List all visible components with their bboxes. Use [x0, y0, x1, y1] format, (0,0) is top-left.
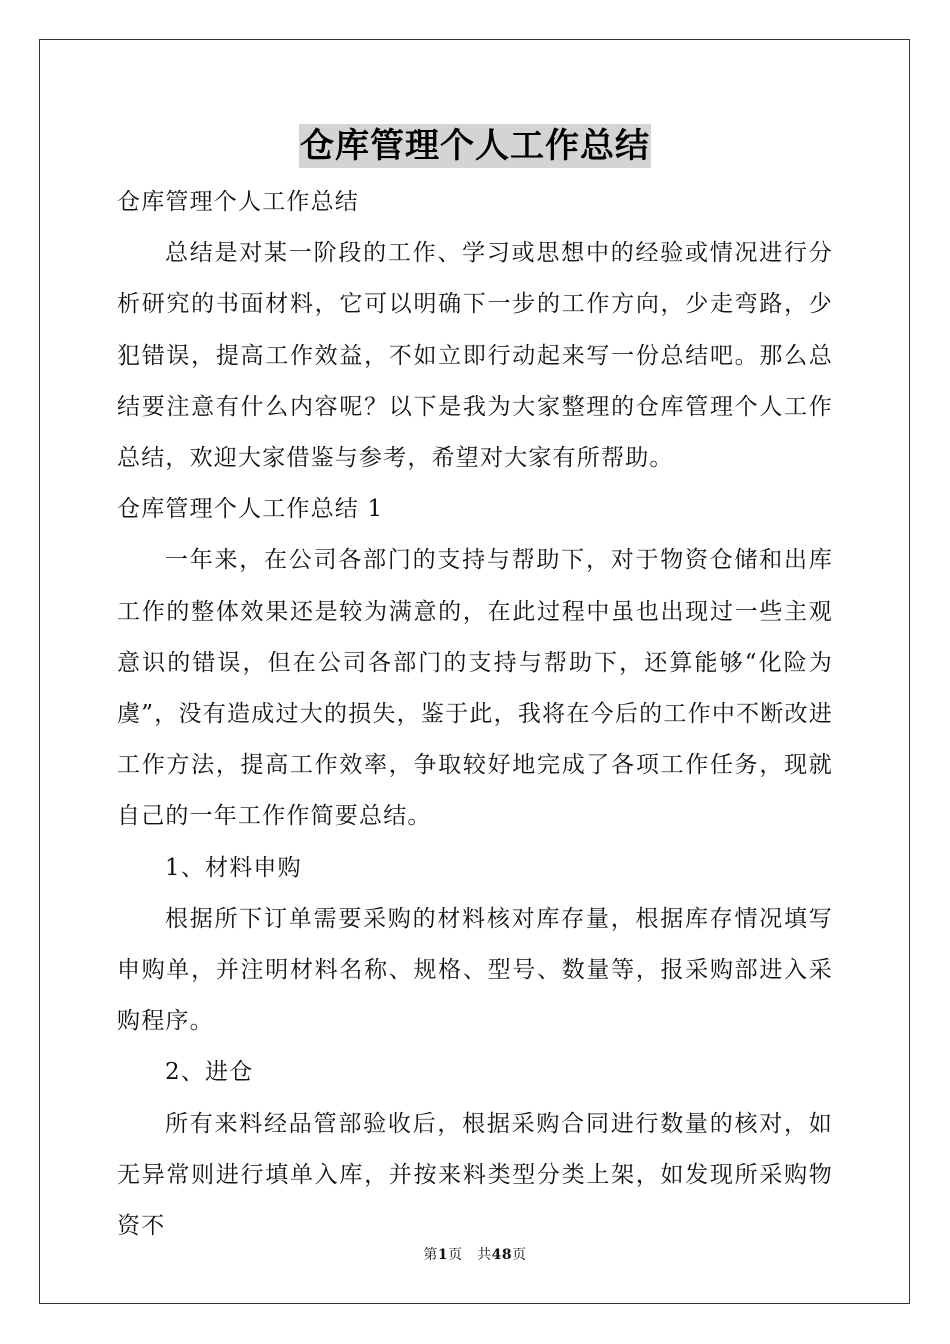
- page-total: 48: [491, 1247, 513, 1263]
- title-block: [0, 124, 950, 168]
- item-heading-purchase: 1、材料申购: [165, 854, 302, 881]
- item-heading-warehousing: 2、进仓: [165, 1059, 254, 1086]
- document-body: [117, 177, 833, 1252]
- page-current: 1: [437, 1247, 449, 1263]
- page-footer: [0, 1244, 950, 1264]
- section-heading: 仓库管理个人工作总结 1: [117, 496, 384, 523]
- document-subtitle: 仓库管理个人工作总结: [117, 189, 359, 215]
- page-mid: 页 共: [448, 1247, 492, 1263]
- intro-paragraph: 总结是对某一阶段的工作、学习或思想中的经验或情况进行分析研究的书面材料，它可以明确下一步的工作方向，少走弯路，少犯错误，提高工作效益，不如立即行动起来写一份总结吧。那么总结要注意有什么内容呢？以下是我为大家整理的仓库管理个人工作总结，欢迎大家借鉴与参考，希望对大家有所帮助。: [117, 240, 833, 472]
- item-paragraph-warehousing: 所有来料经品管部验收后，根据采购合同进行数量的核对，如无异常则进行填单入库，并按来料类型分类上架，如发现所采购物资不: [117, 1110, 833, 1240]
- page-suffix: 页: [512, 1247, 527, 1263]
- section-paragraph: 一年来，在公司各部门的支持与帮助下，对于物资仓储和出库工作的整体效果还是较为满意的，在此过程中虽也出现过一些主观意识的错误，但在公司各部门的支持与帮助下，还算能够“化险为虞”，没有造成过大的损失，鉴于此，我将在今后的工作中不断改进工作方法，提高工作效率，争取较好地完成了各项工作任务，现就自己的一年工作作简要总结。: [117, 547, 833, 830]
- item-paragraph-purchase: 根据所下订单需要采购的材料核对库存量，根据库存情况填写申购单，并注明材料名称、规格、型号、数量等，报采购部进入采购程序。: [117, 905, 833, 1035]
- page-prefix: 第: [423, 1247, 438, 1263]
- document-title: 仓库管理个人工作总结: [300, 126, 650, 166]
